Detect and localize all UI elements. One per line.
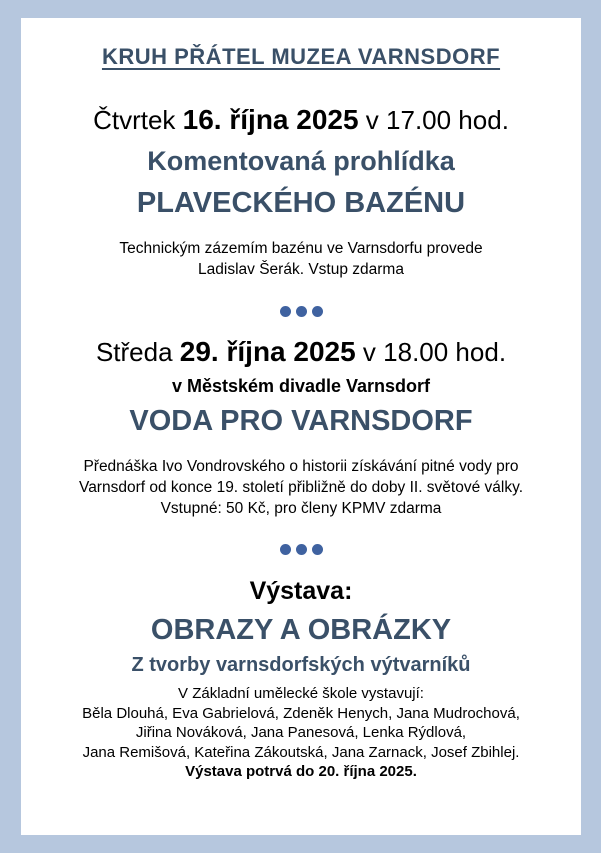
- event1-day: Čtvrtek: [93, 105, 176, 135]
- event1-desc-line1: Technickým zázemím bazénu ve Varnsdorfu provede: [119, 240, 483, 257]
- event2-day: Středa: [95, 337, 173, 367]
- event2-dateline: [21, 336, 581, 368]
- exhibition-intro: V Základní umělecké škole vystavují:: [178, 685, 424, 702]
- exhibition-artists-line1: Běla Dlouhá, Eva Gabrielová, Zdeněk Henych, Jana Mudrochová,: [82, 704, 520, 722]
- event1-title-line2: PLAVECKÉHO BAZÉNU: [136, 187, 466, 219]
- separator-dot: [312, 306, 323, 317]
- event1-dateline: [21, 104, 581, 136]
- event1-desc-line2: Ladislav Šerák. Vstup zdarma: [198, 261, 404, 278]
- separator-dots-1: [21, 306, 581, 320]
- exhibition-label: Výstava:: [249, 577, 353, 605]
- separator-dot: [280, 544, 291, 555]
- event2-desc-line3: Vstupné: 50 Kč, pro členy KPMV zdarma: [160, 500, 442, 517]
- separator-dot: [296, 544, 307, 555]
- poster-header: [21, 44, 581, 70]
- event2-venue: v Městském divadle Varnsdorf: [171, 376, 431, 396]
- separator-dot: [280, 306, 291, 317]
- separator-dot: [312, 544, 323, 555]
- event2-desc-line1: Přednáška Ivo Vondrovského o historii získávání pitné vody pro: [83, 458, 519, 475]
- event2-title: VODA PRO VARNSDORF: [129, 405, 473, 437]
- exhibition-artists-line2: Jiřina Nováková, Jana Panesová, Lenka Rýdlová,: [135, 724, 467, 741]
- event2-date: 29. října 2025: [179, 336, 356, 367]
- header-title: KRUH PŘÁTEL MUZEA VARNSDORF: [101, 44, 501, 69]
- exhibition-closing: Výstava potrvá do 20. října 2025.: [185, 763, 417, 780]
- separator-dot: [296, 306, 307, 317]
- event2-desc-line2: Varnsdorf od konce 19. století přibližně do doby II. světové války.: [79, 479, 523, 496]
- exhibition-title: OBRAZY A OBRÁZKY: [150, 614, 452, 646]
- event2-time: v 18.00 hod.: [362, 337, 507, 367]
- exhibition-subtitle: Z tvorby varnsdorfských výtvarníků: [131, 654, 471, 676]
- event1-time: v 17.00 hod.: [365, 105, 509, 135]
- event2-description: [21, 456, 581, 519]
- separator-dots-2: [21, 544, 581, 558]
- exhibition-artists-line3: Jana Remišová, Kateřina Zákoutská, Jana Zarnack, Josef Zbihlej.: [82, 743, 520, 761]
- poster: [21, 18, 581, 835]
- exhibition-details: [21, 684, 581, 782]
- event1-date: 16. října 2025: [182, 104, 359, 135]
- event1-description: [21, 238, 581, 280]
- event1-title-line1: Komentovaná prohlídka: [147, 146, 455, 176]
